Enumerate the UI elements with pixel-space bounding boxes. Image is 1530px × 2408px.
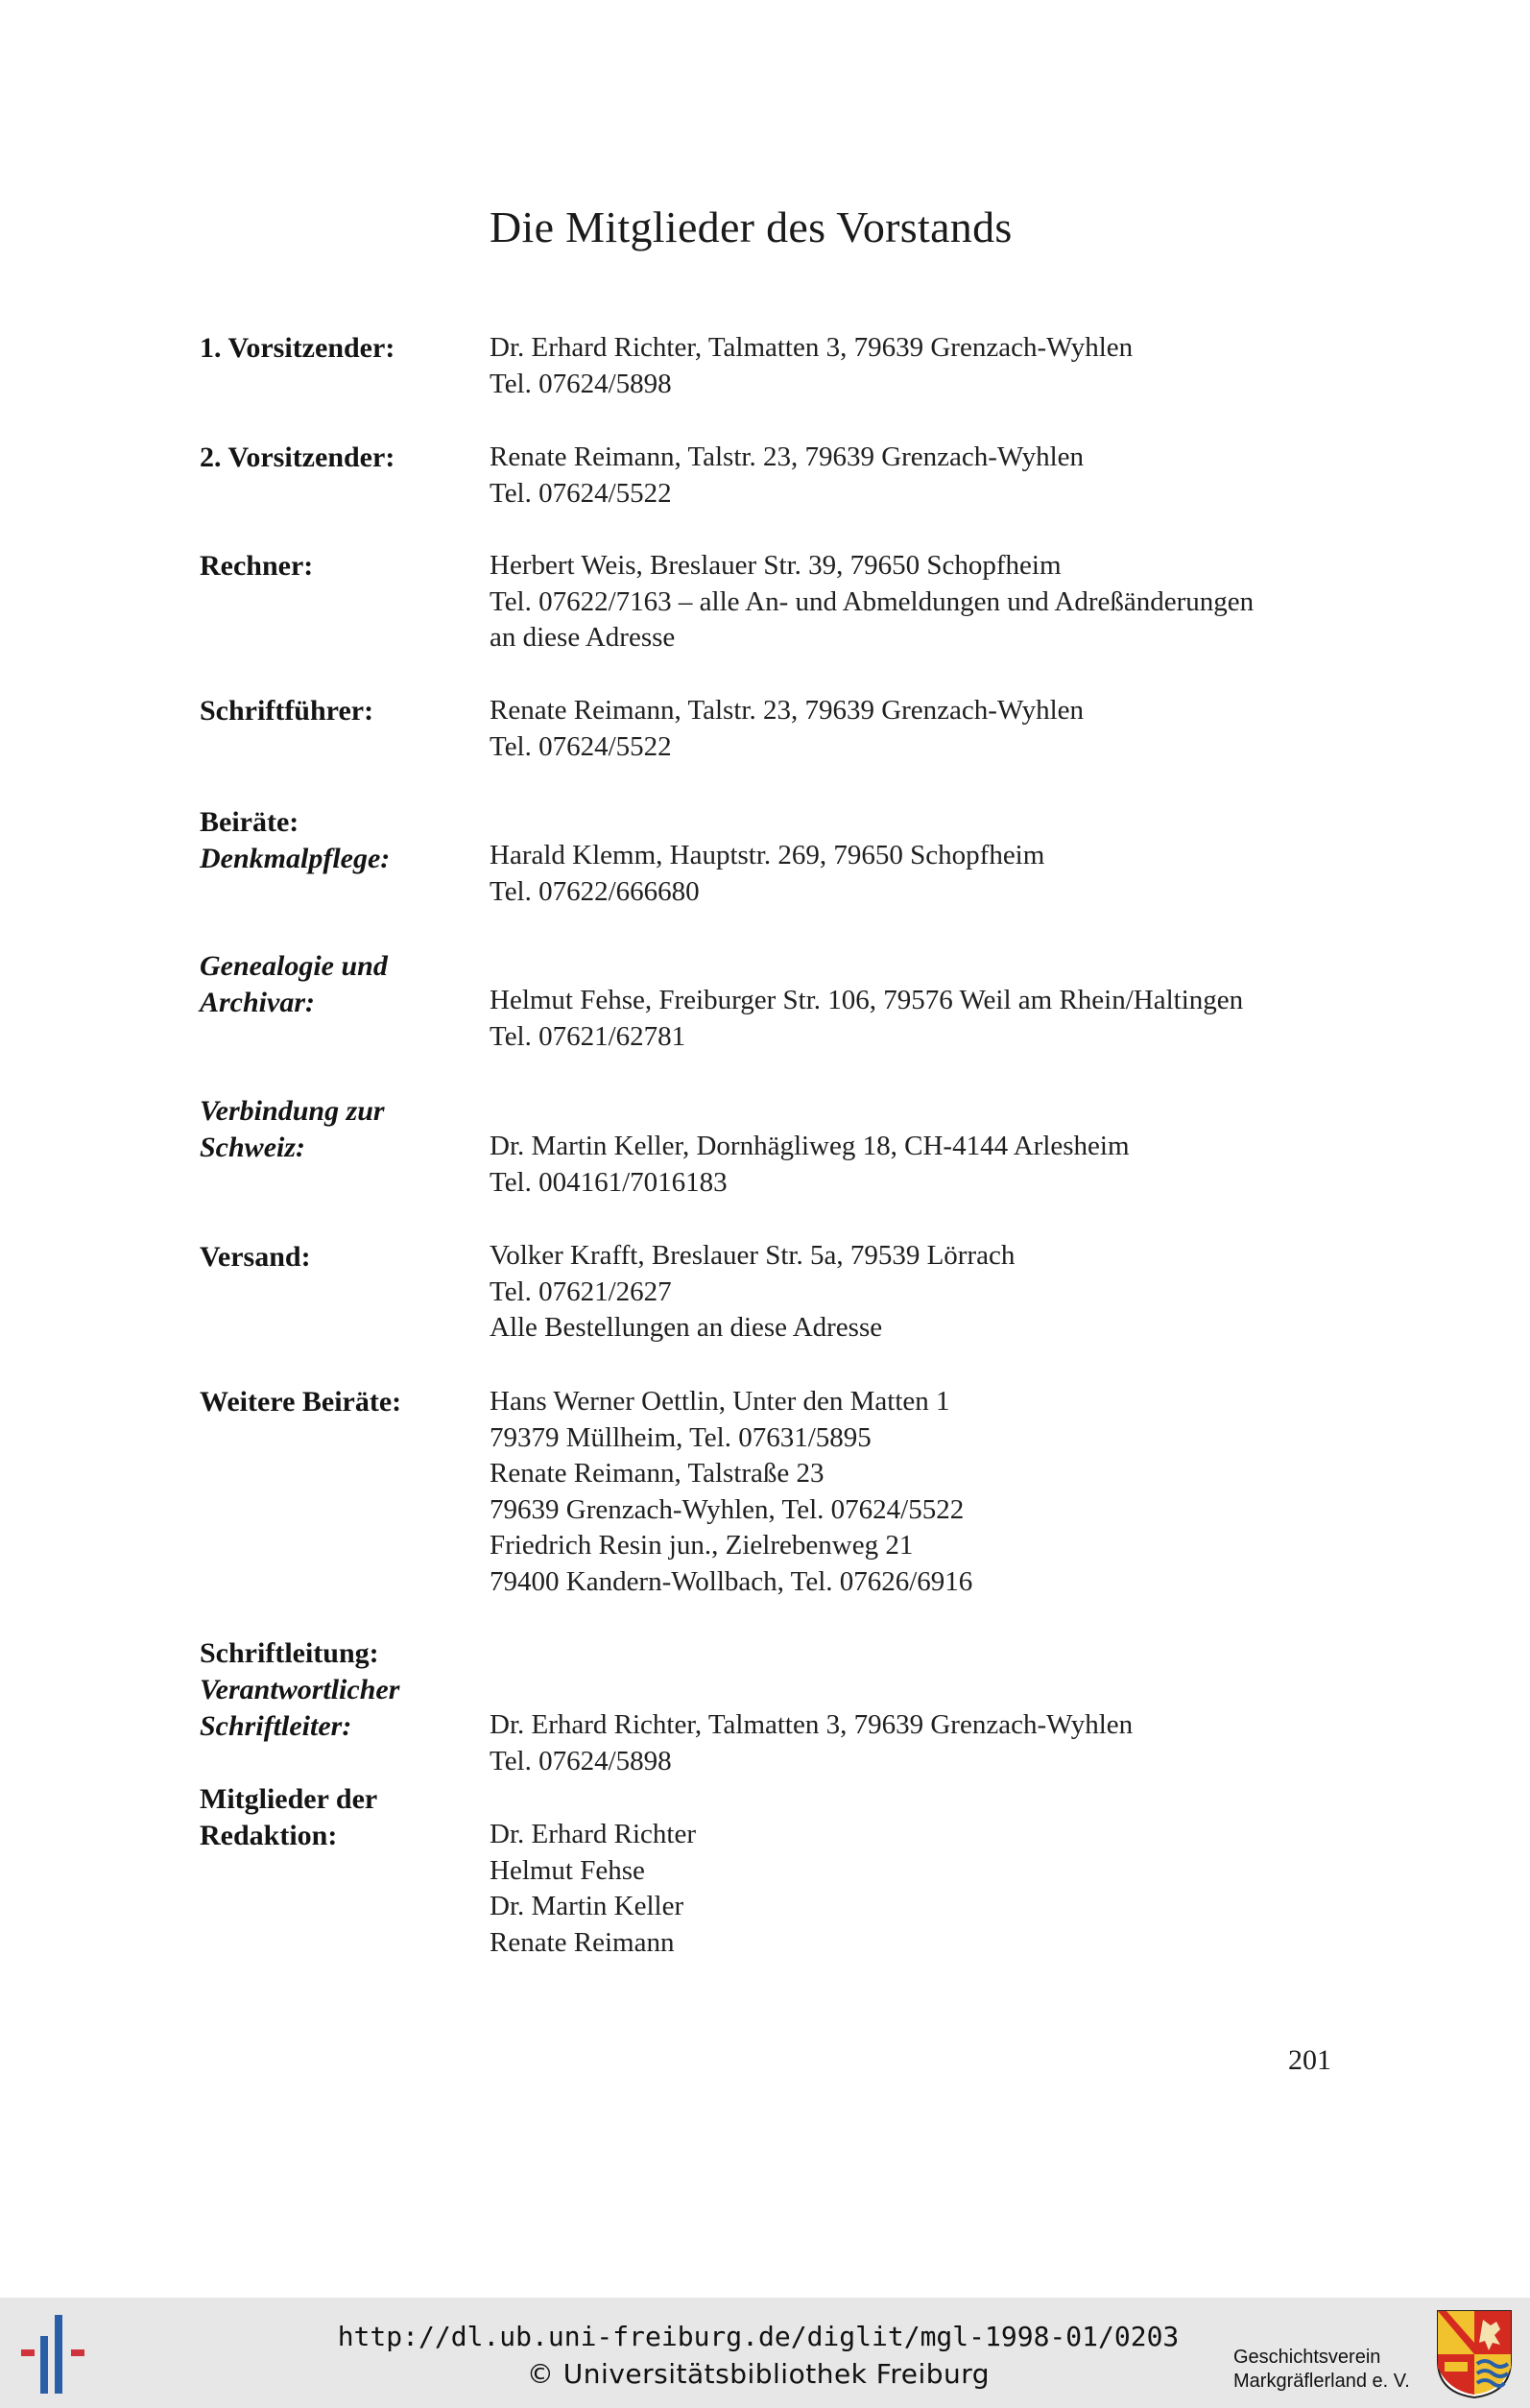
- entry-line: Renate Reimann, Talstraße 23: [490, 1458, 825, 1490]
- entry-line: Renate Reimann, Talstr. 23, 79639 Grenzach-Wyhlen: [490, 695, 1085, 726]
- entry-label-genealogie: [200, 948, 388, 1021]
- entry-label-schriftfuehrer: Schriftführer:: [200, 695, 374, 727]
- entry-value-rechner: [490, 548, 1373, 656]
- entry-line: Renate Reimann: [490, 1926, 675, 1958]
- entry-label-line: Schriftleiter:: [200, 1710, 352, 1742]
- entry-value-denkmalpflege: [490, 838, 1373, 910]
- entry-label-redaktion: [200, 1781, 377, 1854]
- entry-value-schriftfuehrer: [490, 693, 1373, 765]
- entry-label-weitere-beiraete: Weitere Beiräte:: [200, 1386, 402, 1418]
- entry-line: Tel. 07621/2627: [490, 1276, 672, 1307]
- footer-copyright: © Universitätsbibliothek Freiburg: [526, 2358, 991, 2390]
- entry-label-vorsitzender-1: 1. Vorsitzender:: [200, 332, 395, 364]
- entry-label-line: Verantwortlicher: [200, 1674, 400, 1705]
- entry-line: Tel. 07624/5522: [490, 730, 672, 762]
- entry-line: an diese Adresse: [490, 622, 676, 654]
- footer-url-link[interactable]: http://dl.ub.uni-freiburg.de/diglit/mgl-1998-01/0203: [337, 2321, 1180, 2352]
- footer-bar: [0, 2298, 1530, 2408]
- entry-value-redaktion: [490, 1817, 1373, 1961]
- section-heading-beiraete: Beiräte:: [200, 806, 299, 838]
- entry-line: Tel. 07624/5898: [490, 368, 672, 399]
- society-name-line: Geschichtsverein: [1233, 2347, 1381, 2368]
- entry-value-schriftleiter: [490, 1707, 1373, 1779]
- entry-value-genealogie: [490, 983, 1373, 1055]
- coat-of-arms-icon: [1435, 2308, 1514, 2400]
- entry-line: Hans Werner Oettlin, Unter den Matten 1: [490, 1386, 950, 1417]
- entry-line: Dr. Erhard Richter, Talmatten 3, 79639 Grenzach-Wyhlen: [490, 1709, 1134, 1740]
- page-title: Die Mitglieder des Vorstands: [490, 203, 1013, 251]
- society-name-line: Markgräflerland e. V.: [1233, 2371, 1410, 2392]
- entry-line: Tel. 07624/5898: [490, 1745, 672, 1776]
- entry-line: Dr. Martin Keller: [490, 1891, 684, 1922]
- entry-line: Tel. 07621/62781: [490, 1020, 686, 1052]
- entry-value-versand: [490, 1238, 1373, 1347]
- entry-line: Harald Klemm, Hauptstr. 269, 79650 Schopfheim: [490, 840, 1045, 870]
- entry-label-line: Schweiz:: [200, 1132, 306, 1163]
- entry-label-line: Archivar:: [200, 987, 315, 1018]
- entry-line: Tel. 004161/7016183: [490, 1166, 728, 1198]
- entry-line: Dr. Martin Keller, Dornhägliweg 18, CH-4144 Arlesheim: [490, 1131, 1130, 1161]
- entry-value-vorsitzender-1: [490, 330, 1373, 402]
- entry-label-schweiz: [200, 1093, 385, 1166]
- entry-line: Renate Reimann, Talstr. 23, 79639 Grenzach-Wyhlen: [490, 441, 1085, 472]
- entry-line: Tel. 07624/5522: [490, 477, 672, 509]
- entry-line: Volker Krafft, Breslauer Str. 5a, 79539 Lörrach: [490, 1240, 1016, 1271]
- entry-line: 79639 Grenzach-Wyhlen, Tel. 07624/5522: [490, 1493, 965, 1525]
- entry-line: Herbert Weis, Breslauer Str. 39, 79650 Schopfheim: [490, 550, 1062, 581]
- entry-label-line: Genealogie und: [200, 950, 388, 982]
- entry-line: 79400 Kandern-Wollbach, Tel. 07626/6916: [490, 1565, 973, 1597]
- entry-line: Dr. Erhard Richter, Talmatten 3, 79639 Grenzach-Wyhlen: [490, 332, 1134, 363]
- entry-label-schriftleiter: [200, 1672, 399, 1745]
- entry-label-line: Redaktion:: [200, 1820, 338, 1851]
- section-heading-schriftleitung: Schriftleitung:: [200, 1637, 379, 1669]
- entry-value-vorsitzender-2: [490, 440, 1373, 512]
- entry-line: Helmut Fehse, Freiburger Str. 106, 79576 Weil am Rhein/Haltingen: [490, 985, 1244, 1015]
- entry-label-versand: Versand:: [200, 1241, 311, 1273]
- entry-label-vorsitzender-2: 2. Vorsitzender:: [200, 441, 395, 473]
- entry-line: Dr. Erhard Richter: [490, 1819, 697, 1849]
- entry-line: 79379 Müllheim, Tel. 07631/5895: [490, 1421, 872, 1453]
- entry-line: Friedrich Resin jun., Zielrebenweg 21: [490, 1530, 914, 1562]
- entry-value-weitere-beiraete: [490, 1384, 1373, 1601]
- entry-line: Tel. 07622/666680: [490, 875, 700, 907]
- society-name: [1233, 2346, 1410, 2394]
- entry-label-rechner: Rechner:: [200, 550, 314, 582]
- entry-line: Helmut Fehse: [490, 1854, 645, 1886]
- entry-label-line: Mitglieder der: [200, 1783, 378, 1815]
- entry-value-schweiz: [490, 1129, 1373, 1201]
- entry-line: Tel. 07622/7163 – alle An- und Abmeldungen und Adreßänderungen: [490, 585, 1255, 617]
- entry-line: Alle Bestellungen an diese Adresse: [490, 1312, 883, 1344]
- entry-label-line: Verbindung zur: [200, 1095, 385, 1127]
- entry-label-denkmalpflege: Denkmalpflege:: [200, 843, 391, 874]
- page-number: 201: [1288, 2044, 1331, 2076]
